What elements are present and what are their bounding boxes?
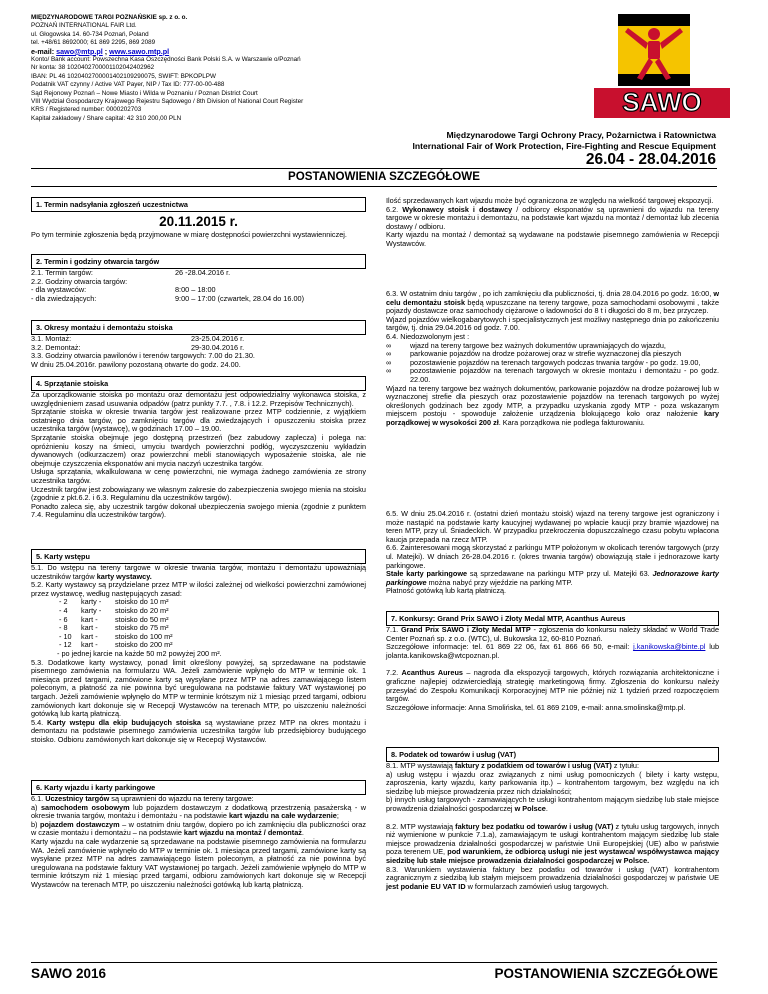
- sawo-logo: [588, 12, 736, 120]
- vat-p82-prefix: 8.2. MTP wystawiają: [386, 821, 456, 831]
- account-line: Nr konta: 38 1020402700001102042402962: [31, 64, 155, 72]
- eu-vat-id-term: jest podanie EU VAT ID: [386, 881, 466, 891]
- table-cell: stoisko do 50 m²: [115, 614, 169, 624]
- entry-p65: 6.5. W dniu 25.04.2016 r. (ostatni dzień montażu stoisk) wjazd na tereny targowe jest ograniczony i może nastąpić na podstawie karty kaucyjnej wydawanej po wpłacie kaucji przy bramie wjazdowej na teren MTP, przy ul. Śniadeckich. W przypadku przekroczenia dopuszczalnego czasu pobytu wpłacona kaucja przepada na rzecz MTP.: [386, 509, 719, 544]
- passes-allocation-table: [59, 598, 173, 650]
- section-5: [31, 549, 366, 744]
- entry-p1-text: są uprawnieni do wjazdu na tereny targowe:: [109, 794, 254, 803]
- footer-right: POSTANOWIENIA SZCZEGÓŁOWE: [494, 966, 718, 981]
- section-2-heading: 2. Termin i godziny otwarcia targów: [31, 254, 366, 269]
- list-item-text: pozostawienie pojazdów na terenach targowych w okresie montażu i demontażu - po godz. 22.00.: [410, 366, 719, 384]
- section-5-heading: 5. Karty wstępu: [31, 549, 366, 564]
- passenger-car-term: samochodem osobowym: [40, 802, 130, 812]
- table-cell: - 4: [59, 605, 68, 615]
- passes-p4: [31, 719, 366, 745]
- dismantling-value: 29-30.04.2016 r.: [191, 342, 245, 352]
- entry-p62-prefix: 6.2.: [386, 204, 403, 214]
- fair-name-en: International Fair of Work Protection, Fire-Fighting and Rescue Equipment: [412, 141, 716, 151]
- assembly-entry-cards-term: kart wjazdu na montaż / demontaż: [183, 828, 302, 838]
- fair-dates: 26.04 - 28.04.2016: [585, 151, 716, 168]
- fair-name: [412, 130, 716, 152]
- exhibitor-hours-label: - dla wystawców:: [31, 285, 87, 295]
- prohibited-heading: 6.4. Niedozwolonym jest :: [386, 331, 470, 341]
- section-8: [386, 747, 719, 891]
- title-rule: [31, 186, 717, 187]
- visitor-hours-value: 9:00 – 17:00 (czwartek, 28.04 do 16.00): [175, 293, 304, 303]
- entry-p3: [31, 821, 366, 838]
- contest-email-link[interactable]: j.kanikowska@binte.pl: [633, 642, 706, 652]
- opening-hours-label: 2.2. Godziny otwarcia targów:: [31, 276, 128, 286]
- penalty-amount: kary porządkowej w wysokości 200 zł: [386, 409, 719, 427]
- iban-line: IBAN: PL 46 1020402700001402109290075, SWIFT: BPKOPLPW: [31, 72, 216, 80]
- cleaning-p1: Za uporządkowanie stoiska po montażu oraz demontażu jest odpowiedzialny wykonawca stoiska, z uwzględnieniem zasad usuwania odpadów (patrz punkty 7.7. , 7.8. i 12.2. Przepisów Technicznych).: [31, 390, 366, 408]
- contest-p71-prefix: 7.1.: [386, 625, 401, 634]
- cleaning-p6: Ponadto zaleca się, aby uczestnik targów dokonał ubezpieczenia swojego mienia (zgodnie z punktem 7.4. Regulaminu dla uczestników targów).: [31, 501, 366, 520]
- table-cell: stoisko do 10 m²: [115, 597, 169, 607]
- header-rule: [31, 168, 717, 169]
- entry-p3-text: – w ostatnim dniu targów, dopiero po ich zamknięciu dla publiczności oraz w czasie montażu i demontażu – na podstawie: [31, 819, 366, 838]
- exhibitor-passes-term: karty wystawcy.: [96, 571, 152, 581]
- table-cell: - 8: [59, 623, 68, 633]
- assembly-cards-note: Karty wjazdu na montaż / demontaż są wydawane na podstawie pisemnego zamówienia w Recepcji Wystawców.: [386, 230, 719, 248]
- section-8-heading: 8. Podatek od towarów i usług (VAT): [386, 747, 719, 762]
- entry-p2-text: lub pojazdem dostawczym z dodatkową przestrzenią pasażerską - w okresie trwania targów, montażu i demontażu - na podstawie: [31, 802, 367, 821]
- table-cell: kart -: [81, 631, 98, 641]
- fair-dates-value: 26 -28.04.2016 r.: [175, 268, 231, 277]
- no-vat-invoices-term: faktury bez podatku od towarów i usług (VAT): [455, 821, 614, 831]
- entry-p2: [31, 804, 366, 821]
- list-item-text: parkowanie pojazdów na drodze pożarowej oraz w strefie wyznaczonej dla pieszych: [410, 349, 682, 359]
- single-cards-text: można nabyć przy wjeździe na parking MTP.: [426, 577, 573, 587]
- entry-p62-text: / odbiorcy eksponatów są uprawnieni do wjazdu na tereny targowe w okresie montażu i demontażu, na podstawie kart wjazdu na montaż / demontaż lub zlecenia dostawy / odbioru.: [386, 204, 719, 231]
- contest-contact: [386, 643, 719, 660]
- vat-p82: [386, 823, 719, 866]
- list-item-text: pozostawienie pojazdów na terenach targowych podczas trwania targów - po godz. 19.00,: [410, 357, 701, 367]
- table-cell: stoisko do 20 m²: [115, 605, 169, 615]
- fair-dates-label: 2.1. Termin targów:: [31, 268, 93, 277]
- entry-p1-prefix: 6.1.: [31, 794, 46, 803]
- section-6-3: [386, 290, 719, 428]
- vat-p81b-end: .: [545, 803, 548, 813]
- cleaning-p3: Sprzątanie stoiska obejmuje jego dostępną przestrzeń (bez zabudowy zaplecza) i polega na: opróżnieniu koszy na śmieci, umyciu twardych powierzchni podłóg, wyczyszczeniu wykładzin dywanowych (odkurzaczem) oraz powierzchni mebli stanowiących wyposażenie stoiska, ale nie obejmuje czyszczenia eksponatów ani mycia naczyń uczestnika targów.: [31, 432, 366, 468]
- vat-p81a: a) usług wstępu i wjazdu oraz związanych z nimi usług pomocniczych ( bilety i karty wstępu, zaproszenia, karty wjazdu, karty parkowania itp.) – kontrahentom targowym, bez względu na ich siedzibę lub miejsce prowadzenia przez nich działalności;: [386, 769, 719, 796]
- table-cell: stoisko do 200 m²: [115, 640, 173, 650]
- table-cell: karty -: [81, 597, 102, 607]
- passes-p3: 5.3. Dodatkowe karty wystawcy, ponad limit określony powyżej, są sprzedawane na podstawie pisemnego zamówienia na formularzu WA. Jeżeli zamówienie wpłynęło do MTP w terminie ok. 1 miesiąca przed targami, zamówione karty są wysyłane przez MTP na adres zamawiającego listem poleconym, a płatność za nie powinna być uregulowana na podstawie faktury VAT wystawionej po targach. Jeżeli zamówienie wpłynęło do MTP w terminie krótszym niż 1 miesiąc przed targami, odbioru zamówionych kart dokonuje się w Recepcji Wystawców na terenach MTP, po uiszczeniu należności gotówką lub kartą płatniczą.: [31, 657, 366, 719]
- contest-p72-prefix: 7.2.: [386, 668, 402, 678]
- capital-line: Kapitał zakładowy / Share capital: 42 310 200,00 PLN: [31, 114, 182, 122]
- footer-rule: [31, 962, 717, 963]
- bullet-icon: ∞: [386, 357, 392, 367]
- vat-p83-text: 8.3. Warunkiem wystawienia faktury bez podatku od towarów i usług (VAT) kontrahentom zagranicznym z siedzibą lub stałym miejscem prowadzenia działalności gospodarczej w państwie UE: [386, 864, 719, 883]
- bullet-icon: ∞: [386, 349, 392, 359]
- assembly-table: [31, 335, 244, 352]
- contest-contact-text: Szczegółowe informacje: tel. 61 869 22 06, fax 61 866 66 50, e-mail:: [386, 642, 634, 652]
- table-cell: stoisko do 75 m²: [115, 623, 169, 633]
- contest-p71: [386, 626, 719, 643]
- website-link[interactable]: www.sawo.mtp.pl: [109, 46, 170, 56]
- cleaning-p5: Uczestnik targów jest zobowiązany we własnym zakresie do zabezpieczenia swojego mienia na stoisku (zgodnie z pkt.6.2. i 6.3. Regulaminu dla uczestników targów).: [31, 484, 366, 503]
- vat-p82-text: z tytułu usług targowych, innych niż wymienione w punkcie 7.1.a), zamawiającym te usługi kontrahentom mającym siedzibę lub stałe miejsce prowadzenia działalności gospodarczej w państwie Unii Europejskiej (UE) albo w państwie poza terenem UE,: [386, 821, 720, 857]
- krs-line: KRS / Registered number: 0000202703: [31, 106, 142, 114]
- vat-p81b: [386, 796, 719, 813]
- vat-p81b-text: b) innych usług targowych - zamawiających te usługi kontrahentom mającym siedzibę lub stałe miejsce prowadzenia działalności gospodarczej: [386, 795, 719, 813]
- vat-p81-suffix: z tytułu:: [611, 761, 640, 770]
- entry-p3-prefix: b): [31, 819, 41, 829]
- contest-p71-text: - zgłoszenia do konkursu należy składać w World Trade Center Poznań sp. z o.o. (WTC), ul. Bukowska 12, 60-810 Poznań.: [386, 625, 719, 643]
- dismantling-purpose-term: w celu demontażu stoisk: [386, 289, 719, 307]
- permanent-cards-term: Stałe karty parkingowe: [386, 569, 468, 579]
- vat-p83: [386, 866, 719, 892]
- table-cell: - 2: [59, 597, 68, 607]
- section-7: [386, 611, 719, 712]
- pavilion-hours-note: W dniu 25.04.2016r. pawilony pozostaną otwarte do godz. 24.00.: [31, 359, 241, 369]
- passes-p1-text: 5.1. Do wstępu na tereny targowe w okresie trwania targów, montażu i demontażu upoważniają uczestników targów: [31, 563, 366, 581]
- passes-p4-text: są wystawiane przez MTP na okres montażu i demontażu na podstawie pisemnego zamówienia uczestnika targów lub przedsiębiorcy budującego stoisko. Odbioru zamówionych kart dokonuje się w Recepcji Wystawców.: [31, 717, 367, 744]
- section-3: [31, 320, 366, 369]
- email-link[interactable]: sawo@mtp.pl: [56, 46, 103, 56]
- payment-note: Płatność gotówką lub kartą płatniczą.: [386, 586, 507, 596]
- single-cards-term: Jednorazowe karty parkingowe: [386, 569, 719, 587]
- section-4: [31, 376, 366, 520]
- entry-p63-text: 6.3. W ostatnim dniu targów , po ich zamknięciu dla publiczności, tj. dnia 28.04.2016 po godz. 16:00,: [386, 289, 714, 298]
- pavilion-hours: 3.3. Godziny otwarcia pawilonów i terenów targowych: 7.00 do 21.30.: [31, 351, 255, 361]
- assembly-value: 23-25.04.2016 r.: [191, 334, 245, 343]
- submission-deadline: 20.11.2015 r.: [159, 214, 238, 229]
- section-1: [31, 197, 366, 239]
- section-6: [31, 780, 366, 890]
- entry-p2-prefix: a): [31, 802, 41, 812]
- contest-contact-alt: lub jolanta.kanikowska@wtcpoznan.pl.: [386, 642, 720, 660]
- vat-invoices-term: faktury z podatkiem od towarów i usług (VAT): [454, 761, 612, 770]
- permanent-cards-text: są sprzedawane na parkingu MTP przy ul. Matejki 63.: [467, 569, 653, 579]
- delivery-vehicle-term: pojazdem dostawczym: [40, 819, 120, 829]
- passes-extra-rule: - po jednej karcie na każde 50 m2 powyżej 200 m².: [57, 648, 222, 658]
- table-cell: kart -: [81, 640, 98, 650]
- entry-p3-end: .: [301, 828, 304, 838]
- grand-prix-term: Grand Prix SAWO i Złoty Medal MTP: [400, 625, 531, 634]
- section-4-heading: 4. Sprzątanie stoiska: [31, 376, 366, 391]
- section-1-text: Po tym terminie zgłoszenia będą przyjmowane w miarę dostępności powierzchni wystawienniczej.: [31, 229, 347, 239]
- section-6-5: [386, 510, 719, 596]
- vat-line: Podatnik VAT czynny / Active VAT Payer, NIP / Tax ID: 777-00-00-488: [31, 81, 225, 89]
- section-6-continued: [386, 197, 719, 249]
- table-cell: - 10: [59, 631, 72, 641]
- vat-poland-term: w Polsce: [514, 803, 546, 813]
- company-name: MIĘDZYNARODOWE TARGI POZNAŃSKIE sp. z o. o.: [31, 14, 188, 21]
- entry-p2-end: ;: [336, 811, 339, 821]
- table-cell: kart -: [81, 614, 98, 624]
- section-6-heading: 6. Karty wjazdu i karty parkingowe: [31, 780, 366, 795]
- entry-p4: Karty wjazdu na całe wydarzenie są sprzedawane na podstawie pisemnego zamówienia na formularzu WA. Jeżeli zamówienie wpłynęło do MTP w terminie ok. 1 miesiąca przed targami, zamówione karty są wysyłane przez MTP na adres zamawiającego listem poleconym, a płatność za nie powinna być uregulowana na podstawie faktury VAT wystawionej po targach. Jeżeli zamówienie wpłynęło do MTP w terminie krótszym niż 1 miesiąc przed targami, odbioru zamówionych kart dokonuje się w Recepcji Wystawców na terenach MTP, po uiszczeniu należności gotówką lub kartą płatniczą.: [31, 836, 366, 889]
- stand-builders-term: Wykonawcy stoisk i dostawcy: [402, 204, 513, 214]
- entry-p62: [386, 206, 719, 232]
- fair-name-pl: Międzynarodowe Targi Ochrony Pracy, Pożarnictwa i Ratownictwa: [446, 130, 716, 140]
- bullet-icon: ∞: [386, 366, 392, 376]
- email-separator: ;: [102, 46, 110, 56]
- company-phone: tel. +48/61 8692000; 61 869 2295, 869 2089: [31, 39, 156, 47]
- bullet-icon: ∞: [386, 340, 392, 350]
- list-item-text: wjazd na tereny targowe bez ważnych dokumentów uprawniających do wjazdu,: [410, 340, 666, 350]
- section-3-heading: 3. Okresy montażu i demontażu stoiska: [31, 320, 366, 335]
- logo-wordmark: SAWO: [622, 87, 702, 117]
- dismantling-label: 3.2. Demontaż:: [31, 342, 81, 352]
- page-title: POSTANOWIENIA SZCZEGÓŁOWE: [288, 170, 480, 183]
- contest-p72-text: – nagroda dla ekspozycji targowych, których rozwiązania architektoniczne i graficzne najlepiej odzwierciedlają strategię marketingową firmy. Zgłoszenia do konkursu należy przesyłać do Zespołu Komunikacji Korporacyjnej MTP nie później niż 1 tydzień przed rozpoczęciem targów.: [386, 668, 719, 704]
- participants-term: Uczestnicy targów: [45, 794, 110, 803]
- passes-p2: 5.2. Karty wystawcy są przydzielane przez MTP w ilości zależnej od wielkości powierzchni zamówionej przez wystawcę, według następujących zasad:: [31, 580, 366, 598]
- section-1-heading: 1. Termin nadsyłania zgłoszeń uczestnictwa: [31, 197, 366, 212]
- table-cell: - 12: [59, 640, 72, 650]
- visitor-hours-label: - dla zwiedzających:: [31, 293, 97, 303]
- assembly-label: 3.1. Montaż:: [31, 334, 72, 343]
- acanthus-term: Acanthus Aureus: [401, 668, 463, 678]
- contest-p72: [386, 669, 719, 703]
- bank-line: Konto/ Bank account: Powszechna Kasa Oszczędności Bank Polski S.A. w Warszawie o/Poznań: [31, 56, 301, 64]
- parking-p66: 6.6. Zainteresowani mogą skorzystać z parkingu MTP położonym w okolicach terenów targowych (przy ul. Matejki). W dniach 26-28.04.2016 r. (okres trwania targów) obowiązują stałe i jednorazowe karty parkingowe.: [386, 543, 719, 570]
- entry-p63-rest: będą wpuszczane na tereny targowe, poza samochodami osobowymi , także pojazdy dostawcze oraz samochody ciężarowe o ładowności do 8 t i długości do 8 m, bez przyczep.: [386, 297, 719, 316]
- builder-passes-term: Karty wstępu dla ekip budujących stoiska: [47, 717, 201, 727]
- section-2: [31, 254, 366, 303]
- table-cell: kart -: [81, 623, 98, 633]
- email-label: e-mail:: [31, 46, 57, 56]
- company-name-en: POZNAŃ INTERNATIONAL FAIR Ltd.: [31, 22, 137, 30]
- division-line: VIII Wydział Gospodarczy Krajowego Rejestru Sądowego / 8th Division of National Court Register: [31, 98, 304, 106]
- contest-p72-contact: Szczegółowe informacje: Anna Smolińska, tel. 61 869 2109, e-mail: anna.smolinska@mtp.pl.: [386, 702, 686, 712]
- company-header: [31, 14, 501, 123]
- entry-p63: [386, 290, 719, 316]
- oversize-vehicles-note: Wjazd pojazdów wielkogabarytowych i specjalistycznych jest możliwy następnego dnia po zakończeniu targów, tj. dnia 29.04.2016 od godz. 7.00.: [386, 314, 719, 333]
- table-cell: karty -: [81, 605, 102, 615]
- table-cell: stoisko do 100 m²: [115, 631, 173, 641]
- company-email-line: [31, 48, 501, 56]
- footer-left: SAWO 2016: [31, 966, 107, 981]
- court-line: Sąd Rejonowy Poznań – Nowe Miasto i Wilda w Poznaniu / Poznan District Court: [31, 89, 258, 97]
- table-cell: - 6: [59, 614, 68, 624]
- exhibitor-hours-value: 8:00 – 18:00: [175, 285, 216, 295]
- cleaning-p2: Sprzątanie stoiska w okresie trwania targów jest realizowane przez MTP codziennie, z wyjątkiem ostatniego dnia targów, po zamknięciu targów dla zwiedzających i opuszczeniu stoiska przez uczestnika targów (wystawcę), w godzinach 17.00 – 19.00.: [31, 407, 366, 434]
- vat-p83-end: w formularzach zamówień usług targowych.: [465, 881, 609, 891]
- list-item: [386, 367, 719, 384]
- event-entry-cards-term: kart wjazdu na całe wydarzenie: [228, 811, 337, 821]
- vat-p82-condition: pod warunkiem, że odbiorcą usługi nie jest wystawca/ współwystawca mający siedzibę lub stałe miejsce prowadzenia działalności gospodarczej w Polsce.: [386, 847, 719, 865]
- penalty-text: Wjazd na tereny targowe bez ważnych dokumentów, parkowanie pojazdów na drodze pożarowej lub w wyznaczonej strefie dla pieszych oraz pozostawienie pojazdów na terenach targowych po wyżej określonych godzinach bez zgody MTP, a przypadku uzyskania zgody MTP - poza wskazanym miejscem postoju - spowoduje założenie urządzenia blokującego koło oraz nałożenie: [386, 383, 719, 419]
- cleaning-p4: Usługa sprzątania, wkalkulowana w cenę powierzchni, nie wymaga żadnego zamówienia ze strony uczestnika targów.: [31, 467, 366, 485]
- entry-limit-note: Ilość sprzedawanych kart wjazdu może być ograniczona ze względu na wielkość targowej ekspozycji.: [386, 196, 714, 205]
- vat-p81-prefix: 8.1. MTP wystawiają: [386, 761, 455, 770]
- passes-p4-prefix: 5.4.: [31, 717, 48, 727]
- penalty-note: . Kara porządkowa nie podlega fakturowaniu.: [498, 417, 645, 427]
- company-address: ul. Głogowska 14. 60-734 Poznań, Poland: [31, 30, 149, 38]
- penalty-paragraph: [386, 385, 719, 428]
- opening-hours-table: [31, 269, 304, 303]
- parking-cards-paragraph: [386, 570, 719, 587]
- section-7-heading: 7. Konkursy: Grand Prix SAWO i Złoty Medal MTP, Acanthus Aureus: [386, 611, 719, 626]
- passes-p1: [31, 564, 366, 581]
